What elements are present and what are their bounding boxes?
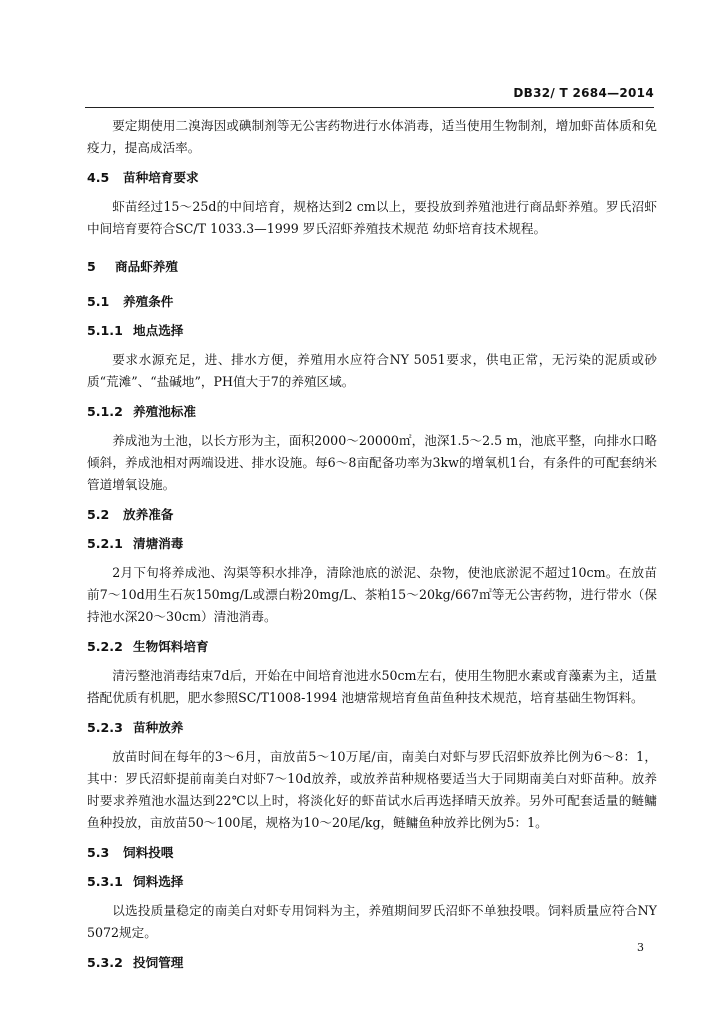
header-divider [85, 107, 654, 108]
paragraph-pond-standard: 养成池为土池，以长方形为主，面积2000～20000㎡，池深1.5～2.5 m，池底平整，向排水口略倾斜，养成池相对两端设进、排水设施。每6～8亩配备功率为3kw的增氧机1台，有条件的可配套纳米管道增氧设施。 [87, 433, 657, 492]
section-title: 养殖池标准 [133, 404, 196, 419]
section-heading-5-2-3 [87, 718, 657, 738]
section-title: 饲料投喂 [123, 845, 174, 860]
section-number: 5.3 [87, 845, 110, 860]
section-heading-5 [87, 257, 657, 277]
paragraph-pond-cleaning: 2月下旬将养成池、沟渠等积水排净，清除池底的淤泥、杂物，使池底淤泥不超过10cm。在放苗前7～10d用生石灰150mg/L或漂白粉20mg/L、茶粕15～20kg/667㎡等无公害药物，进行带水（保持池水深20～30cm）清池消毒。 [87, 565, 657, 624]
section-number: 4.5 [87, 170, 110, 185]
section-title: 清塘消毒 [133, 536, 184, 551]
section-number: 5.1.2 [87, 404, 123, 419]
section-heading-5-2-2 [87, 637, 657, 657]
section-heading-5-1-1 [87, 321, 657, 341]
section-number: 5.1.1 [87, 323, 123, 338]
section-number: 5.2.3 [87, 720, 123, 735]
paragraph-disinfection: 要定期使用二溴海因或碘制剂等无公害药物进行水体消毒，适当使用生物制剂，增加虾苗体质和免疫力，提高成活率。 [87, 118, 657, 155]
section-title: 苗种培育要求 [123, 170, 199, 185]
section-title: 饲料选择 [133, 874, 184, 889]
page-number: 3 [637, 941, 644, 954]
paragraph-bait-cultivation: 清污整池消毒结束7d后，开始在中间培育池进水50cm左右，使用生物肥水素或育藻素为主，适量搭配优质有机肥，肥水参照SC/T1008-1994 池塘常规培育鱼苗鱼种技术规范，培育基础生物饵料。 [87, 668, 657, 705]
paragraph-feed-selection: 以选投质量稳定的南美白对虾专用饲料为主，养殖期间罗氏沼虾不单独投喂。饲料质量应符合NY 5072规定。 [87, 903, 657, 940]
paragraph-fry-rearing: 虾苗经过15～25d的中间培育，规格达到2 cm以上，要投放到养殖池进行商品虾养殖。罗氏沼虾中间培育要符合SC/T 1033.3—1999 罗氏沼虾养殖技术规范 幼虾培育技术规程。 [87, 199, 657, 236]
section-heading-4-5 [87, 168, 657, 188]
section-number: 5.2.1 [87, 536, 123, 551]
paragraph-site-selection: 要求水源充足，进、排水方便，养殖用水应符合NY 5051要求，供电正常，无污染的泥质或砂质“荒滩”、“盐碱地”，PH值大于7的养殖区域。 [87, 352, 657, 389]
section-number: 5.3.1 [87, 874, 123, 889]
section-title: 地点选择 [133, 323, 184, 338]
section-number: 5.2.2 [87, 639, 123, 654]
section-heading-5-1 [87, 292, 657, 312]
section-title: 生物饵料培育 [133, 639, 209, 654]
document-body [87, 115, 657, 973]
paragraph-stocking: 放苗时间在每年的3～6月，亩放苗5～10万尾/亩，南美白对虾与罗氏沼虾放养比例为6～8：1，其中：罗氏沼虾提前南美白对虾7～10d放养，或放养苗种规格要适当大于同期南美白对虾苗种。放养时要求养殖池水温达到22℃以上时，将淡化好的虾苗试水后再选择晴天放养。另外可配套适量的鲢鳙鱼种投放，亩放苗50～100尾，规格为10～20尾/kg，鲢鳙鱼种放养比例为5：1。 [87, 749, 657, 830]
section-heading-5-3-1 [87, 872, 657, 892]
section-number: 5.2 [87, 507, 110, 522]
section-heading-5-2 [87, 505, 657, 525]
section-number: 5 [87, 259, 96, 274]
section-title: 养殖条件 [123, 294, 174, 309]
section-heading-5-3-2 [87, 953, 657, 973]
section-title: 苗种放养 [133, 720, 184, 735]
section-heading-5-1-2 [87, 402, 657, 422]
section-title: 放养准备 [123, 507, 174, 522]
section-title: 商品虾养殖 [115, 259, 178, 274]
section-number: 5.1 [87, 294, 110, 309]
standard-code: DB32/ T 2684—2014 [513, 86, 654, 100]
section-title: 投饲管理 [133, 955, 184, 970]
section-heading-5-3 [87, 843, 657, 863]
section-number: 5.3.2 [87, 955, 123, 970]
section-heading-5-2-1 [87, 534, 657, 554]
